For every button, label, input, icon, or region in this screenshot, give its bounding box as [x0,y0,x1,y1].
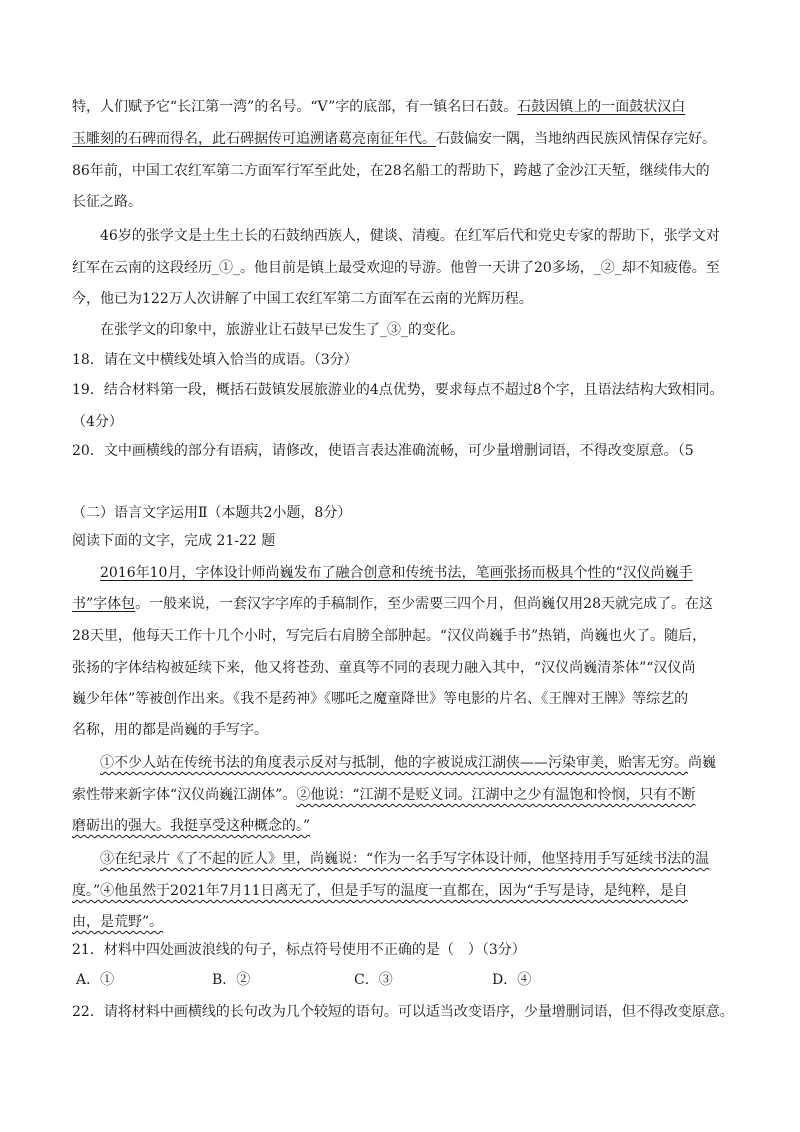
option-a[interactable]: A．① [76,972,115,988]
passage2-line [72,594,752,614]
passage1-line: 今，他已为122万人次讲解了中国工农红军第二方面军在云南的光辉历程。 [72,291,533,307]
question-20: 20．文中画横线的部分有语病，请修改，使语言表达准确流畅，可少量增删词语，不得改变原意。（5 [72,443,694,459]
passage2-line [72,912,752,932]
wavy-underlined-text: ③在纪录片《了不起的匠人》里，尚巍说：“作为一名手写字体设计师，他坚持用手写延续书法的温 [100,851,710,867]
passage1-line: 46岁的张学文是土生土长的石鼓纳西族人，健谈、清瘦。在红军后代和党史专家的帮助下，张学文对 [100,228,720,244]
option-d[interactable]: D．④ [492,972,532,988]
text: 索性带来新字体“汉仪尚巍江湖体”。 [72,787,297,803]
passage1-line: 86年前，中国工农红军第二方面军行军至此处，在28名船工的帮助下，跨越了金沙江天堑，继续伟大的 [72,163,710,179]
question-21: 21．材料中四处画波浪线的句子，标点符号使用不正确的是（ ）（3分） [72,942,526,958]
wavy-underlined-text: ②他说：“江湖不是贬义词。江湖中之少有温饱和怜悯，只有不断 [296,787,696,803]
wavy-underlined-text: 磨砺出的强大。我挺享受这种概念的。” [72,818,311,834]
wavy-underlined-text: ①不少人站在传统书法的角度表示反对与抵制，他的字被说成江湖侠——污染审美，贻害无穷。 [100,755,688,771]
passage2-line [72,785,752,805]
passage1-line: 在张学文的印象中，旅游业让石鼓早已发生了_③_的变化。 [100,322,464,338]
underlined-text: 玉雕刻的石碑而得名，此石碑据传可追溯诸葛亮南征年代。 [72,131,436,147]
wavy-underlined-text: 由，是荒野”。 [72,914,164,930]
text: 。一般来说，一套汉字字库的手稿制作，至少需要三四个月，但尚巍仅用28天就完成了。在这 [135,596,713,612]
underlined-text: 书”字体包 [72,596,136,612]
text: 石鼓偏安一隅，当地纳西民族风情保存完好。 [436,131,716,147]
question-19-points: （4分） [72,414,123,430]
option-c[interactable]: C．③ [354,972,393,988]
passage2-line: 张扬的字体结构被延续下来，他又将苍劲、童真等不同的表现力融入其中，“汉仪尚巍清茶体”“汉仪尚 [72,660,696,676]
passage2-line [72,881,752,901]
underlined-text: 2016年10月，字体设计师尚巍发布了融合创意和传统书法，笔画张扬而极具个性的“汉仪尚巍手 [100,565,693,581]
section-intro: 阅读下面的文字，完成 21-22 题 [72,533,276,549]
question-19: 19．结合材料第一段，概括石鼓镇发展旅游业的4点优势，要求每点不超过8个字，且语法结构大致相同。 [72,382,724,398]
question-22: 22．请将材料中画横线的长句改为几个较短的语句。可以适当改变语序，少量增删词语，但不得改变原意。 [72,1004,734,1020]
passage2-line: 巍少年体”等被创作出来。《我不是药神》《哪吒之魔童降世》等电影的片名、《王牌对王牌》等综艺的 [72,691,689,707]
passage1-line: 红军在云南的这段经历_①_。他目前是镇上最受欢迎的导游。他曾一天讲了20多场，_②_却不知疲倦。至 [72,260,720,276]
section-heading: （二）语言文字运用Ⅱ（本题共2小题，8分） [72,505,352,521]
wavy-underlined-text: 度。”④他虽然于2021年7月11日离无了，但是手写的温度一直都在，因为“手写是诗，是纯粹，是自 [72,883,688,899]
text: 尚巍 [688,755,716,771]
passage2-line [100,753,752,773]
passage2-line: 名称，用的都是尚巍的手写字。 [72,722,268,738]
passage2-line [100,563,752,583]
underlined-text: 石鼓因镇上的一面鼓状汉白 [517,99,686,115]
passage2-line [72,816,752,836]
passage2-line: 28天里，他每天工作十几个小时，写完后右肩膀全部肿起。“汉仪尚巍手书”热销，尚巍也火了。随后， [72,628,707,644]
passage2-line [100,849,752,869]
passage1-line: 长征之路。 [72,194,142,210]
question-18: 18．请在文中横线处填入恰当的成语。（3分） [72,352,358,368]
passage1-line [72,97,752,117]
text: 特，人们赋予它“长江第一湾”的名号。“V”字的底部，有一镇名曰石鼓。 [72,99,518,115]
passage1-line [72,129,752,149]
option-b[interactable]: B．② [212,972,251,988]
answer-options [72,970,752,990]
